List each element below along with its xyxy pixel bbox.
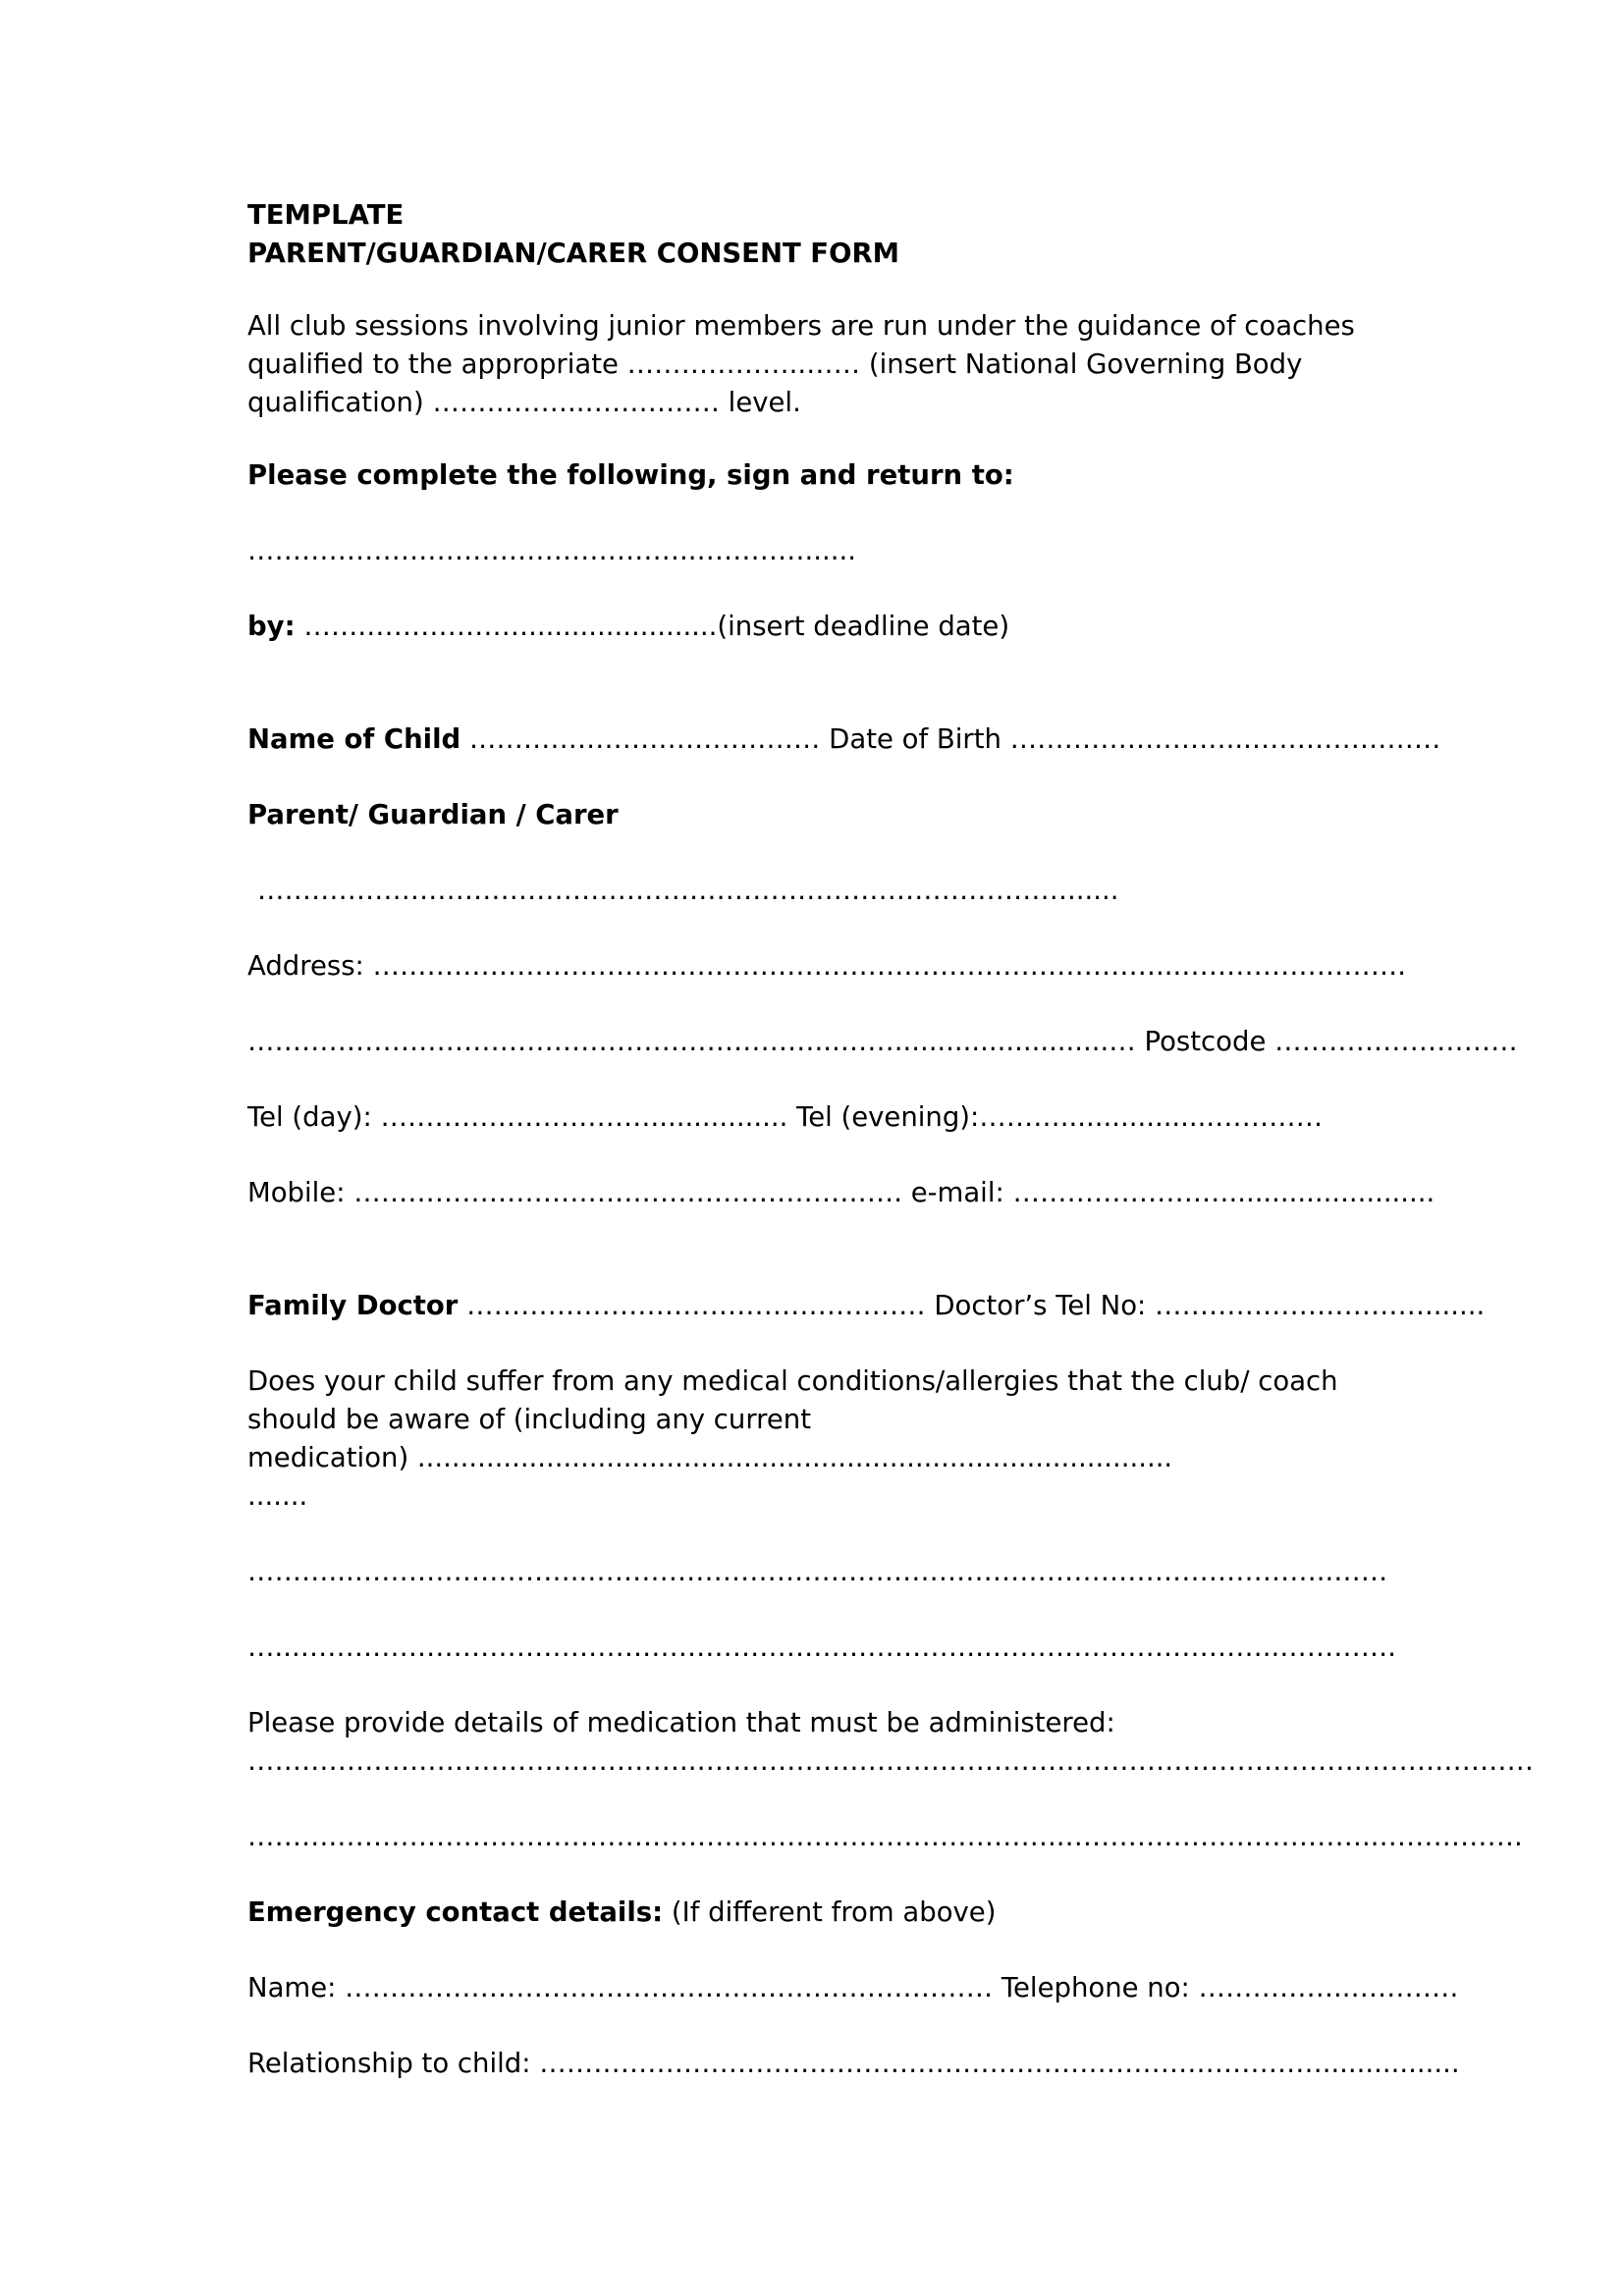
emergency-heading-note: (If different from above) (663, 1896, 997, 1928)
postcode-field[interactable]: ………………………………………………………...…….........................… Postcode ……………………… (247, 1026, 1518, 1057)
medication-admin-label: Please provide details of medication that must be administered: (247, 1707, 1115, 1738)
child-details-field[interactable] (247, 721, 1441, 759)
return-address-field[interactable]: …………………………………………..…………...... (247, 535, 856, 566)
medical-question-line-1: Does your child suffer from any medical conditions/allergies that the club/ coach (247, 1365, 1338, 1397)
medication-admin-line-2[interactable]: ……….……………………………………….……………………………..……………………………..……………. (247, 1821, 1523, 1852)
deadline-field[interactable] (247, 608, 1406, 646)
medical-question-line-2: should be aware of (including any current (247, 1404, 811, 1435)
doctor-label: Family Doctor (247, 1290, 459, 1321)
emergency-heading: Emergency contact details: (247, 1896, 664, 1928)
return-heading: Please complete the following, sign and return to: (247, 459, 1014, 491)
consent-form-page (247, 196, 1534, 2083)
medication-field-continued[interactable]: ....... (247, 1480, 308, 1512)
relationship-field[interactable]: Relationship to child: ……………………………………………………………………………................ (247, 2048, 1460, 2079)
parent-heading: Parent/ Guardian / Carer (247, 799, 619, 830)
intro-line-2: qualified to the appropriate ………………..…… (insert National Governing Body (247, 348, 1303, 380)
emergency-name-phone-field[interactable]: Name: ……………………………………………………………… Telephone no: ……………..………… (247, 1972, 1459, 2003)
mobile-email-field[interactable]: Mobile: ……………………………………………………. e-mail: ……………………........................ (247, 1177, 1435, 1208)
intro-line-1: All club sessions involving junior members are run under the guidance of coaches (247, 310, 1355, 342)
deadline-label: by: (247, 611, 296, 642)
telephone-field[interactable]: Tel (day): …………………………................ Tel (evening):………..................………… (247, 1101, 1324, 1133)
parent-name-field[interactable]: ………………………………………………………………………………...... (257, 875, 1119, 906)
doctor-field[interactable] (247, 1287, 1486, 1325)
medication-admin-line-1[interactable]: …………………………………………..………………………………………………………………………………… (247, 1745, 1534, 1777)
intro-line-3: qualification) ……………..…………… level. (247, 387, 801, 418)
medication-field[interactable]: medication) ........................................................................................ (247, 1442, 1173, 1473)
address-field[interactable]: Address: ……………………………………………………………………………...……………………. (247, 950, 1406, 982)
medical-details-line-2[interactable]: …...…………………………………………………………………..…………………………..…………. (247, 1631, 1396, 1663)
emergency-heading-row (247, 1894, 1406, 1932)
child-name-dob-line: ………………………………… Date of Birth ……………………...………………… (460, 723, 1441, 755)
child-name-label: Name of Child (247, 723, 461, 755)
form-title: PARENT/GUARDIAN/CARER CONSENT FORM (247, 238, 900, 269)
header-template: TEMPLATE (247, 199, 405, 231)
doctor-line: …………………………………………… Doctor’s Tel No: …………………………....... (458, 1290, 1486, 1321)
deadline-value: …….………………......................(insert deadline date) (295, 611, 1010, 642)
medical-details-line-1[interactable]: ………...……………………..………………………………………………………………………..…… (247, 1556, 1388, 1587)
